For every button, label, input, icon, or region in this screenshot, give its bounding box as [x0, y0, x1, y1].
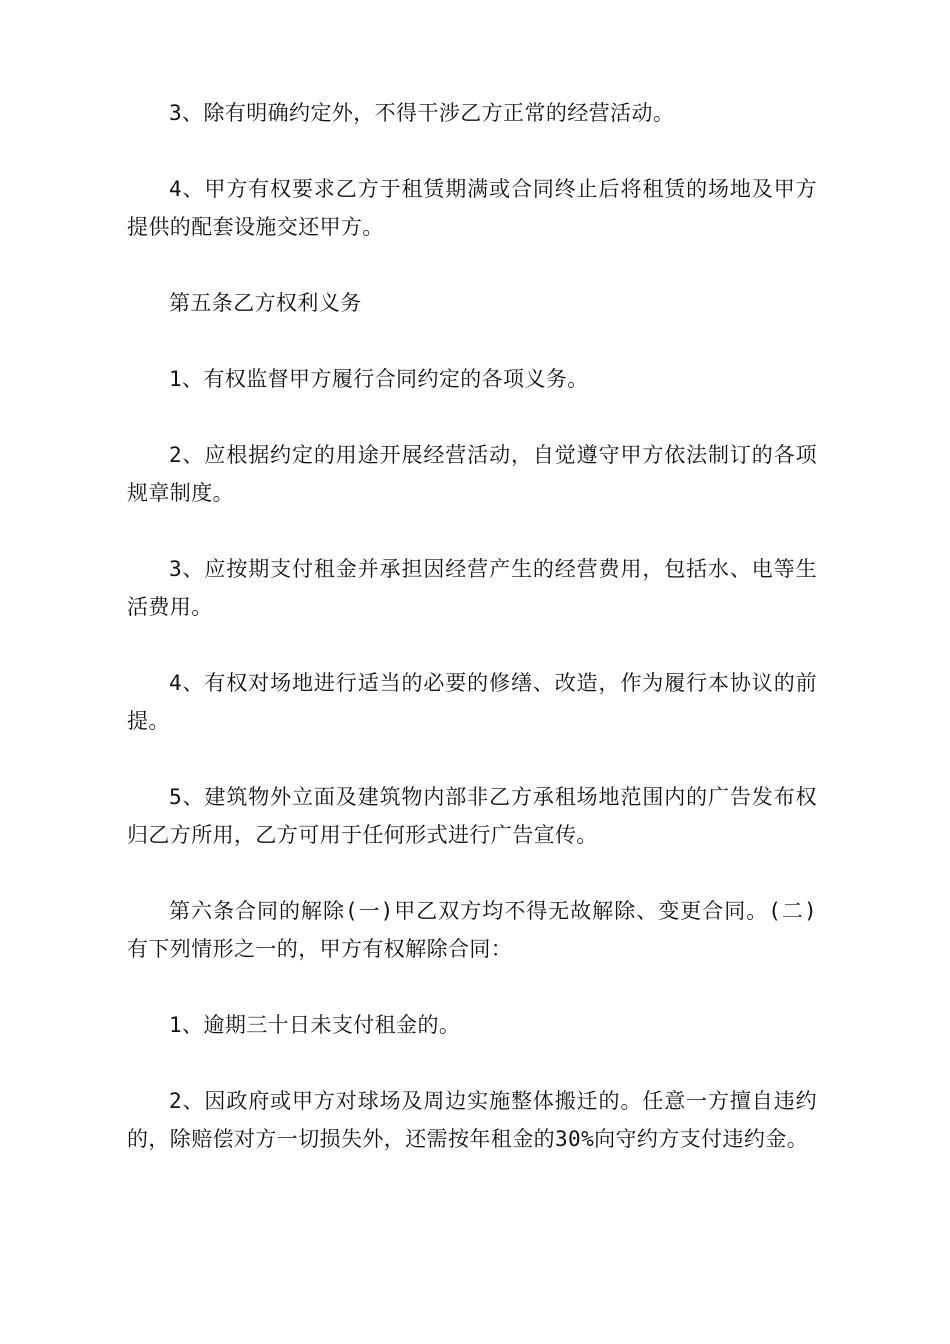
paragraph-lessor-no-interference: 3、除有明确约定外，不得干涉乙方正常的经营活动。 — [169, 101, 675, 125]
section-heading-article-6: 第六条合同的解除(一)甲乙双方均不得无故解除、变更合同。(二)有下列情形之一的，甲方有权解除合同： — [127, 899, 817, 961]
paragraph-relocation-penalty: 2、因政府或甲方对球场及周边实施整体搬迁的。任意一方擅自违约的，除赔偿对方一切损失外，还需按年租金的30%向守约方支付违约金。 — [127, 1089, 817, 1151]
paragraph-lessor-return-right: 4、甲方有权要求乙方于租赁期满或合同终止后将租赁的场地及甲方提供的配套设施交还甲方。 — [127, 177, 817, 239]
paragraph-lessee-supervise: 1、有权监督甲方履行合同约定的各项义务。 — [169, 367, 589, 391]
paragraph-overdue-rent: 1、逾期三十日未支付租金的。 — [169, 1013, 461, 1037]
paragraph-advertising-rights: 5、建筑物外立面及建筑物内部非乙方承租场地范围内的广告发布权归乙方所用，乙方可用于任何形式进行广告宣传。 — [127, 785, 817, 847]
paragraph-lessee-renovation: 4、有权对场地进行适当的必要的修缮、改造，作为履行本协议的前提。 — [127, 671, 817, 733]
paragraph-lessee-compliance: 2、应根据约定的用途开展经营活动，自觉遵守甲方依法制订的各项规章制度。 — [127, 443, 817, 505]
section-heading-article-5: 第五条乙方权利义务 — [169, 291, 362, 315]
document-page — [127, 94, 817, 1196]
paragraph-lessee-rent-payment: 3、应按期支付租金并承担因经营产生的经营费用，包括水、电等生活费用。 — [127, 557, 817, 619]
